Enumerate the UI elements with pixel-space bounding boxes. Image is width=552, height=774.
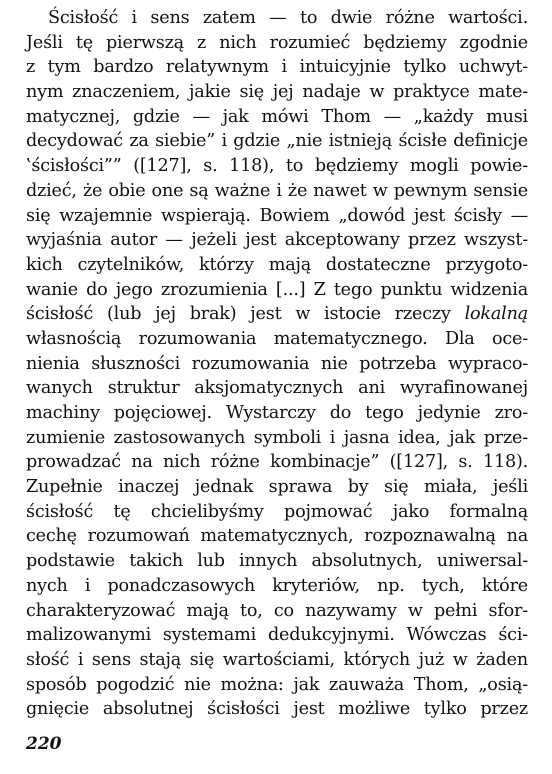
page-number: 220 bbox=[26, 734, 62, 754]
text-line: słość i sens stają się wartościami, których już w żaden bbox=[26, 649, 528, 670]
text-line: podstawie takich lub innych absolutnych, uniwersal- bbox=[26, 551, 528, 572]
text-line: decydować za siebie” i gdzie „nie istnieją ścisłe definicje bbox=[26, 131, 528, 152]
emphasized-word: lokalną bbox=[464, 304, 528, 325]
text-line: wanych struktur aksjomatycznych ani wyrafinowanej bbox=[26, 378, 528, 399]
text-line: sposób pogodzić nie można: jak zauważa Thom, „osią- bbox=[26, 674, 528, 695]
text-line: prowadzać na nich różne kombinacje” ([127], s. 118). bbox=[26, 452, 528, 473]
text-line: gnięcie absolutnej ścisłości jest możliwe tylko przez bbox=[26, 699, 528, 720]
text-line: malizowanymi systemami dedukcyjnymi. Wówczas ści- bbox=[26, 625, 528, 646]
text-line: wanie do jego zrozumienia [...] Z tego punktu widzenia bbox=[26, 279, 528, 300]
body-text bbox=[26, 6, 528, 722]
text-line: Jeśli tę pierwszą z nich rozumieć będziemy zgodnie bbox=[26, 32, 528, 53]
text-line: dzieć, że obie one są ważne i że nawet w pewnym sensie bbox=[26, 180, 528, 201]
text-line: wyjaśnia autor — jeżeli jest akceptowany przez wszyst- bbox=[26, 230, 528, 251]
text-line: ścisłość tę chcielibyśmy pojmować jako formalną bbox=[26, 501, 528, 522]
text-line: charakteryzować mają to, co nazywamy w pełni sfor- bbox=[26, 600, 528, 621]
text-line: własnością rozumowania matematycznego. Dla oce- bbox=[26, 328, 528, 349]
text-line: cechę rozumowań matematycznych, rozpoznawalną na bbox=[26, 526, 528, 547]
text-line: kich czytelników, którzy mają dostateczne przygoto- bbox=[26, 254, 528, 275]
text-line: Ścisłość i sens zatem — to dwie różne wartości. bbox=[48, 8, 528, 28]
text-line: z tym bardzo relatywnym i intuicyjnie tylko uchwyt- bbox=[26, 57, 528, 78]
text-line: matycznej, gdzie — jak mówi Thom — „każdy musi bbox=[26, 106, 528, 127]
text-line: ścisłość (lub jej brak) jest w istocie rzeczy lokalną bbox=[26, 304, 528, 325]
text-line: nienia słuszności rozumowania nie potrzeba wypraco- bbox=[26, 353, 528, 374]
text-line: nym znaczeniem, jakie się jej nadaje w praktyce mate- bbox=[26, 82, 528, 103]
text-line: nych i ponadczasowych kryteriów, np. tych, które bbox=[26, 575, 528, 596]
text-line: ‛ścisłości”” ([127], s. 118), to będziemy mogli powie- bbox=[26, 156, 528, 177]
text-line: Zupełnie inaczej jednak sprawa by się miała, jeśli bbox=[26, 477, 528, 498]
text-line: zumienie zastosowanych symboli i jasna idea, jak prze- bbox=[26, 427, 528, 448]
text-line: się wzajemnie wspierają. Bowiem „dowód jest ścisły — bbox=[26, 205, 528, 226]
text-line: machiny pojęciowej. Wystarczy do tego jedynie zro- bbox=[26, 403, 528, 423]
